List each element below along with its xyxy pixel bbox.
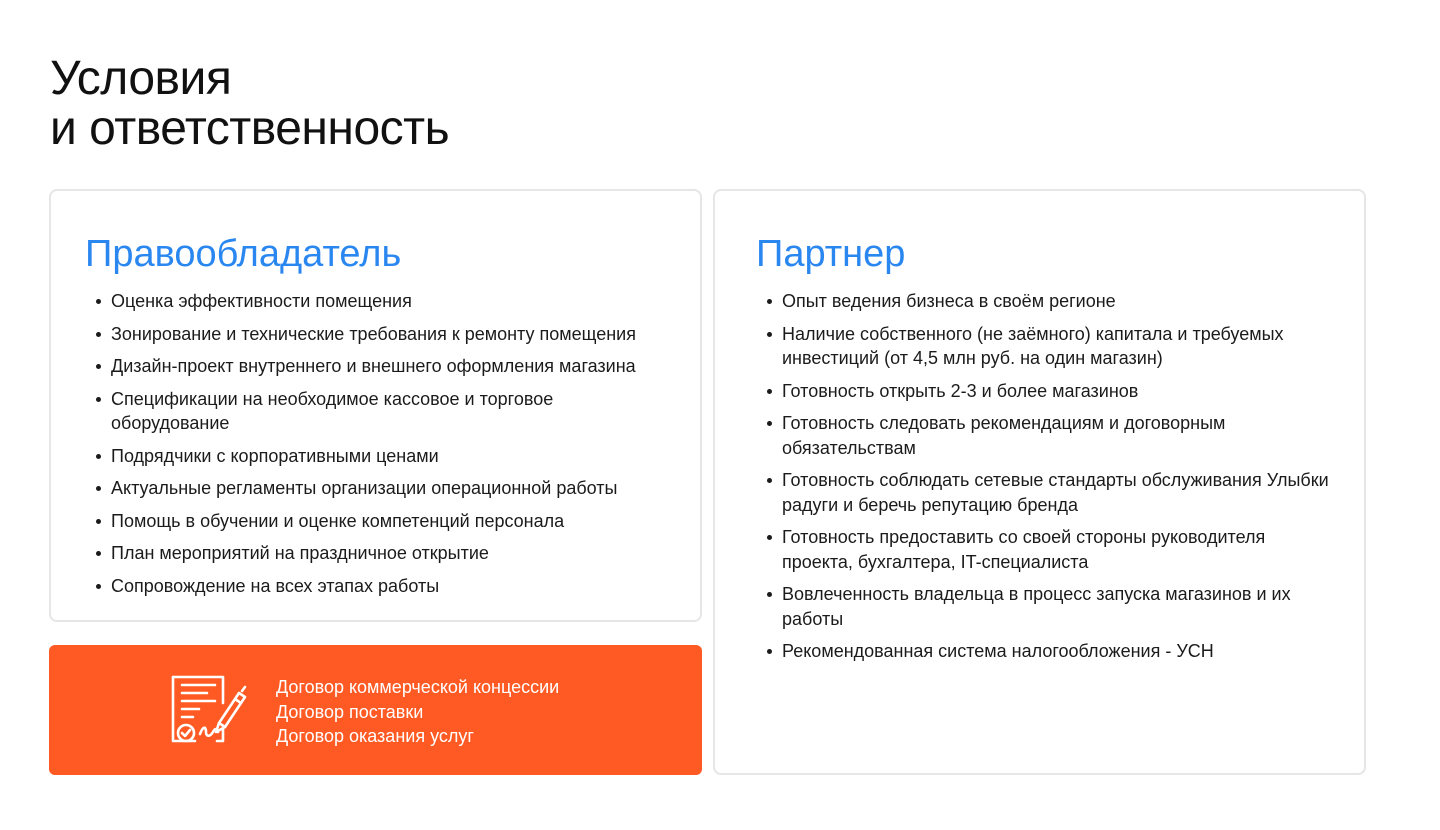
list-item: Готовность соблюдать сетевые стандарты обслуживания Улыбки радуги и беречь репутацию бренда bbox=[756, 468, 1340, 517]
list-item: Оценка эффективности помещения bbox=[85, 289, 676, 314]
partner-list bbox=[756, 289, 1340, 664]
page-title-line-1: Условия bbox=[50, 52, 232, 105]
list-item: Договор оказания услуг bbox=[276, 726, 474, 746]
list-item: Дизайн-проект внутреннего и внешнего оформления магазина bbox=[85, 354, 676, 379]
list-item: Сопровождение на всех этапах работы bbox=[85, 574, 676, 599]
partner-card bbox=[713, 189, 1366, 775]
list-item: Помощь в обучении и оценке компетенций персонала bbox=[85, 509, 676, 534]
partner-heading: Партнер bbox=[756, 233, 906, 275]
contracts-list bbox=[276, 675, 559, 749]
list-item: Договор поставки bbox=[276, 701, 424, 722]
rightsholder-list bbox=[85, 289, 676, 598]
rightsholder-card bbox=[49, 189, 702, 622]
list-item: Вовлеченность владельца в процесс запуска магазинов и их работы bbox=[756, 582, 1340, 631]
list-item: План мероприятий на праздничное открытие bbox=[85, 541, 676, 566]
list-item: Готовность предоставить со своей стороны руководителя проекта, бухгалтера, IT-специалиста bbox=[756, 525, 1340, 574]
list-item: Договор коммерческой концессии bbox=[276, 677, 560, 697]
list-item: Наличие собственного (не заёмного) капитала и требуемых инвестиций (от 4,5 млн руб. на один магазин) bbox=[756, 322, 1340, 371]
page-title bbox=[50, 54, 449, 154]
list-item: Спецификации на необходимое кассовое и торговое оборудование bbox=[85, 387, 676, 436]
list-item: Готовность следовать рекомендациям и договорным обязательствам bbox=[756, 411, 1340, 460]
contracts-box bbox=[49, 645, 702, 775]
signed-contract-icon bbox=[169, 671, 249, 751]
list-item: Зонирование и технические требования к ремонту помещения bbox=[85, 322, 676, 347]
rightsholder-heading: Правообладатель bbox=[85, 233, 402, 275]
page-title-line-2: и ответственность bbox=[50, 102, 450, 155]
list-item: Рекомендованная система налогообложения - УСН bbox=[756, 639, 1340, 664]
list-item: Готовность открыть 2-3 и более магазинов bbox=[756, 379, 1340, 404]
list-item: Подрядчики с корпоративными ценами bbox=[85, 444, 676, 469]
list-item: Опыт ведения бизнеса в своём регионе bbox=[756, 289, 1340, 314]
list-item: Актуальные регламенты организации операционной работы bbox=[85, 476, 676, 501]
